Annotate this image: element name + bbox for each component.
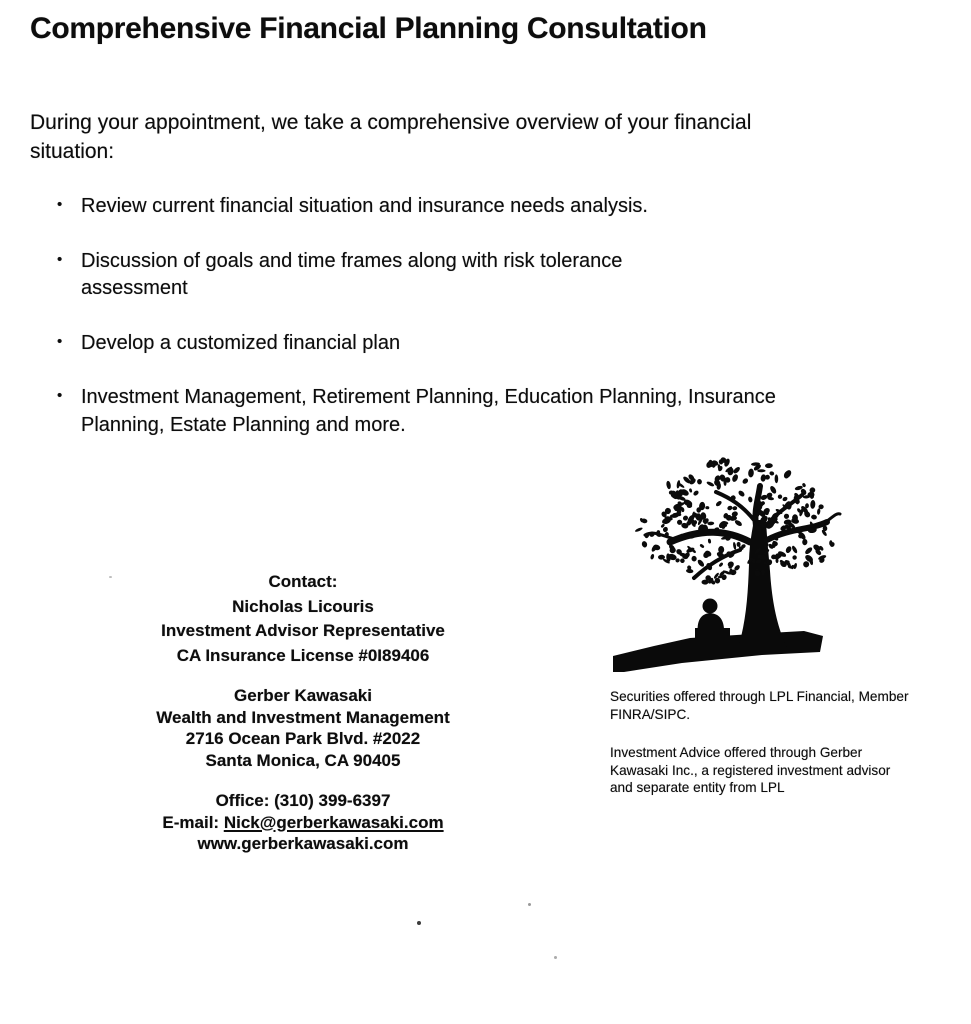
bullet-icon: • bbox=[57, 332, 63, 350]
list-item-text: Develop a customized financial plan bbox=[81, 331, 401, 354]
email-label: E-mail: bbox=[162, 812, 220, 832]
bullet-icon: • bbox=[57, 387, 63, 404]
website-url: www.gerberkawasaki.com bbox=[197, 834, 409, 853]
contact-block bbox=[105, 570, 501, 855]
disclaimer-block bbox=[610, 688, 910, 818]
bullet-icon: • bbox=[57, 196, 63, 213]
intro-paragraph: During your appointment, we take a comprehensive overview of your financial situation: bbox=[30, 111, 752, 163]
scan-artifact-dot bbox=[109, 576, 112, 578]
bullet-icon: • bbox=[57, 250, 63, 268]
services-bullet-list bbox=[30, 193, 776, 466]
tree-illustration bbox=[612, 450, 842, 678]
address-line2: Santa Monica, CA 90405 bbox=[205, 750, 401, 770]
contact-company-block bbox=[105, 685, 501, 771]
scan-artifact-dot bbox=[554, 956, 557, 959]
contact-person-block bbox=[105, 570, 501, 668]
list-item bbox=[30, 384, 776, 439]
sitting-person-silhouette bbox=[695, 599, 730, 639]
contact-name: Nicholas Licouris bbox=[232, 596, 374, 616]
company-name: Gerber Kawasaki bbox=[234, 686, 372, 705]
office-phone: Office: (310) 399-6397 bbox=[215, 791, 391, 810]
list-item bbox=[30, 248, 776, 303]
list-item-text: Discussion of goals and time frames along with risk tolerance assessment bbox=[81, 249, 623, 299]
scan-artifact-dot bbox=[417, 921, 421, 925]
page-title: Comprehensive Financial Planning Consultation bbox=[30, 12, 707, 45]
contact-phone-email-block bbox=[105, 790, 501, 855]
list-item-text: Investment Management, Retirement Planning, Education Planning, Insurance Planning, Estate Planning and more. bbox=[81, 386, 776, 436]
contact-heading: Contact: bbox=[268, 572, 338, 591]
company-line2: Wealth and Investment Management bbox=[156, 707, 450, 727]
tree-foliage bbox=[634, 456, 835, 585]
email-line bbox=[105, 812, 501, 834]
disclaimer-lpl: Securities offered through LPL Financial, Member FINRA/SIPC. bbox=[610, 689, 909, 722]
email-address: Nick@gerberkawasaki.com bbox=[223, 812, 444, 832]
contact-license: CA Insurance License #0I89406 bbox=[176, 645, 430, 665]
scan-artifact-dot bbox=[528, 903, 531, 906]
list-item-text: Review current financial situation and insurance needs analysis. bbox=[81, 195, 648, 217]
disclaimer-gerber: Investment Advice offered through Gerber Kawasaki Inc., a registered investment advisor and separate entity from LPL bbox=[610, 745, 891, 795]
contact-role: Investment Advisor Representative bbox=[161, 621, 445, 640]
list-item bbox=[30, 330, 776, 358]
list-item bbox=[30, 193, 776, 221]
tree-with-person-silhouette-svg bbox=[612, 450, 842, 678]
address-line1: 2716 Ocean Park Blvd. #2022 bbox=[185, 729, 421, 748]
